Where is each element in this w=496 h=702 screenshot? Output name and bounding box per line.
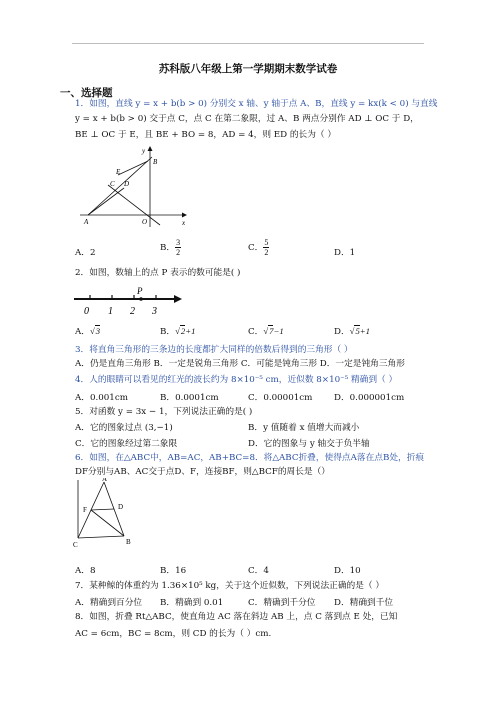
q1-line3: BE ⊥ OC 于 E，且 BE + BO = 8，AD = 4，则 ED 的长为（ ）	[75, 130, 337, 140]
q7-option-a: A．精确到百分位	[75, 598, 143, 608]
q1-fig-label: y	[142, 147, 146, 155]
q7-option-d: D．精确到千位	[334, 598, 394, 608]
q5-text: 5．对函数 y = 3x − 1，下列说法正确的是( )	[75, 407, 253, 417]
q5-option-b: B．y 值随着 x 值增大而减小	[248, 423, 360, 433]
q6-line2: DF分别与AB、AC交于点D、F，连接BF，则△BCF的周长是（）	[75, 467, 330, 477]
q1-fig-label: x	[182, 219, 186, 227]
q2-number-line	[72, 283, 184, 319]
header-rule	[72, 43, 424, 44]
q2-option-a: A．√3	[75, 326, 101, 337]
q1-figure	[80, 145, 190, 227]
q1-option-d: D．1	[334, 248, 356, 258]
q6-option-c: C．4	[248, 566, 269, 576]
q7-option-c: C．精确到千分位	[248, 598, 316, 608]
q4-option-d: D．0.000001cm	[334, 393, 405, 403]
q3-text: 3．将直角三角形的三条边的长度都扩大同样的倍数后得到的三角形（ ）	[75, 345, 353, 355]
q2-option-d: D．√5+1	[334, 326, 370, 337]
q4-option-b: B．0.0001cm	[160, 393, 219, 403]
q5-option-c: C．它的图象经过第二象限	[75, 439, 178, 449]
q1-fig-label: B	[153, 158, 158, 166]
q2-text: 2．如图，数轴上的点 P 表示的数可能是( )	[75, 268, 241, 278]
q1-fig-label: A	[84, 218, 89, 226]
q3-options: A．仍是直角三角形 B．一定是锐角三角形 C．可能是钝角三形 D．一定是钝角三角形	[75, 359, 405, 369]
q7-text: 7．某种鲸的体重约为 1.36×10⁵ kg，关于这个近似数，下列说法正确的是（ ）	[75, 581, 385, 591]
q5-option-d: D．它的图象与 y 轴交于负半轴	[248, 439, 370, 449]
q8-line1: 8．如图，折叠 Rt△ABC，使直角边 AC 落在斜边 AB 上，点 C 落到点 E 处，已知	[75, 612, 398, 622]
q6-line1: 6．如图，在△ABC中，AB=AC，AB+BC=8．将△ABC折叠，使得点A落在点B处，折痕	[75, 453, 425, 463]
q6-option-b: B．16	[160, 566, 187, 576]
q1-option-a: A．2	[75, 248, 96, 258]
q1-fig-label: E	[116, 168, 121, 176]
page-title: 苏科版八年级上第一学期期末数学试卷	[158, 63, 338, 75]
axis-label: 0	[84, 306, 89, 317]
q6-option-d: D．10	[334, 566, 361, 576]
q8-line2: AC = 6cm，BC = 8cm，则 CD 的长为（ ）cm.	[75, 629, 272, 639]
q2-option-c: C．√7−1	[248, 326, 284, 337]
point-p-label: P	[137, 286, 143, 296]
q6-fig-label: F	[83, 506, 87, 514]
q1-fig-label: D	[124, 180, 130, 188]
q4-option-a: A．0.001cm	[75, 393, 128, 403]
q6-figure	[72, 478, 140, 548]
axis-label: 1	[108, 306, 113, 317]
q6-fig-label: A	[102, 478, 108, 483]
q2-option-b: B．√2+1	[160, 326, 196, 337]
q4-option-c: C．0.00001cm	[248, 393, 313, 403]
q1-fig-label: C	[110, 180, 115, 188]
q1-option-b: B． $\frac{3}{2}$	[160, 238, 181, 257]
q7-option-b: B．精确到 0.01	[160, 598, 224, 608]
q4-text: 4．人的眼睛可以看见的红光的波长约为 8×10⁻⁵ cm，近似数 8×10⁻⁵ 精确到（ ）	[75, 375, 398, 385]
q1-fig-label: O	[142, 218, 148, 226]
axis-label: 3	[152, 306, 157, 317]
q6-fig-label: D	[118, 503, 124, 511]
q5-option-a: A．它的图象过点 (3,−1)	[75, 423, 173, 433]
q6-fig-label: B	[126, 538, 131, 546]
section-heading: 一、选择题	[60, 87, 113, 99]
q6-option-a: A．8	[75, 566, 96, 576]
q1-line2: y = x + b(b > 0) 交于点 C，点 C 在第二象限，过 A、B 两点分别作 AD ⊥ OC 于 D，	[75, 114, 419, 124]
q1-option-c: C． $\frac{5}{2}$	[248, 238, 269, 257]
q1-line1: 1．如图，直线 y = x + b(b > 0) 分别交 x 轴、y 轴于点 A、B，直线 y = kx(k < 0) 与直线	[75, 99, 438, 109]
q6-fig-label: C	[73, 541, 78, 548]
axis-label: 2	[130, 306, 135, 317]
